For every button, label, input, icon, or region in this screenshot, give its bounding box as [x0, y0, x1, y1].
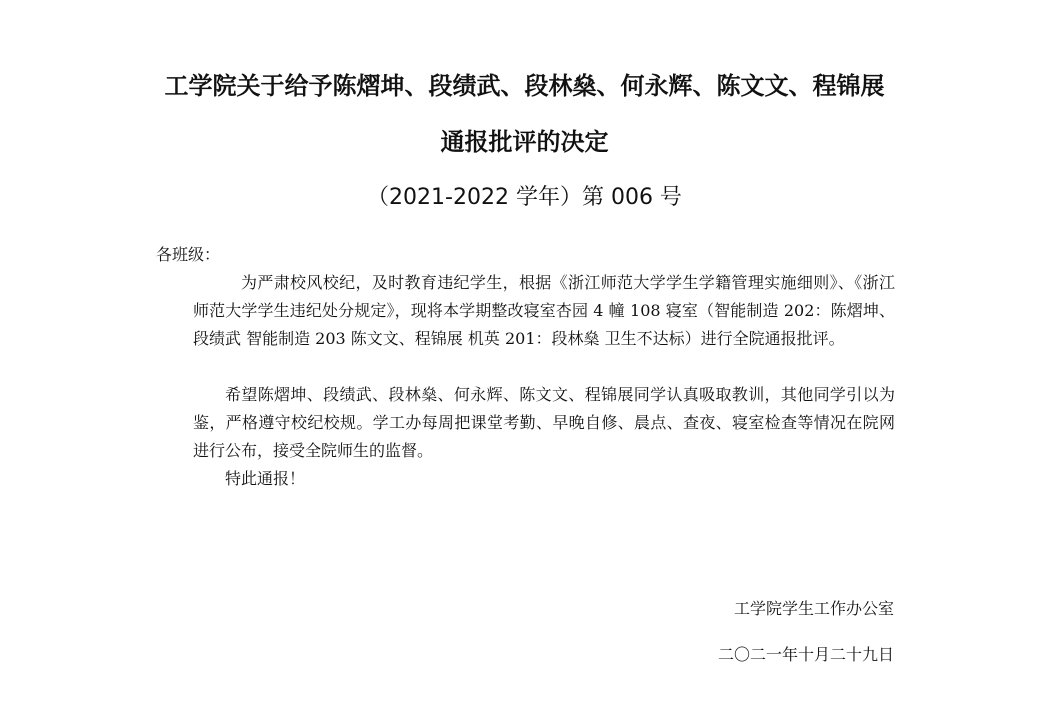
signature-organization: 工学院学生工作办公室 [733, 599, 894, 618]
document-title-line-1: 工学院关于给予陈熠坤、段绩武、段林燊、何永辉、陈文文、程锦展 [164, 72, 885, 100]
document-number: （2021-2022 学年）第 006 号 [367, 185, 682, 210]
salutation: 各班级： [156, 245, 221, 264]
document-title-line-2: 通报批评的决定 [440, 128, 609, 156]
signature-date: 二〇二一年十月二十九日 [717, 645, 894, 664]
closing-remark: 特此通报！ [225, 469, 306, 488]
body-paragraph-2: 希望陈熠坤、段绩武、段林燊、何永辉、陈文文、程锦展同学认真吸取教训，其他同学引以为鉴，严格遵守校纪校规。学工办每周把课堂考勤、早晚自修、晨点、查夜、寝室检查等情况在院网进行公布，接受全院师生的监督。 [193, 385, 895, 460]
body-paragraph-1: 为严肃校风校纪，及时教育违纪学生，根据《浙江师范大学学生学籍管理实施细则》、《浙江师范大学学生违纪处分规定》，现将本学期整改寝室杏园 4 幢 108 寝室（智能制造 202：陈熠坤、段绩武 智能制造 203 陈文文、程锦展 机英 201：段林燊 卫生不达标）进行全院通报批评。 [193, 273, 895, 348]
